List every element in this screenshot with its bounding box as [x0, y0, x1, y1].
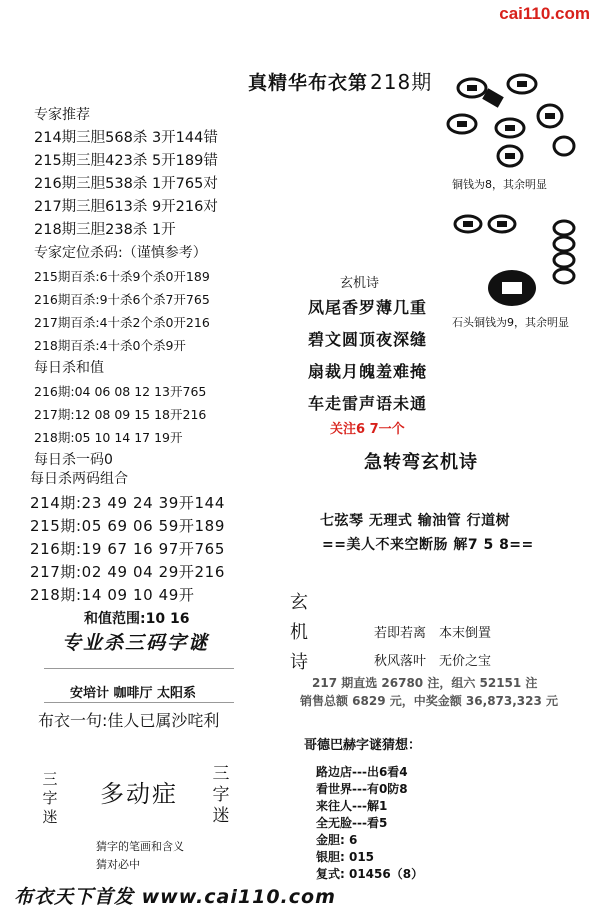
riddle-poem-line-b: ==美人不来空断肠 解7 5 8== [322, 537, 534, 553]
poem [308, 292, 427, 420]
goldbach-list [316, 764, 423, 883]
title-prefix: 真精华布衣第 [248, 72, 369, 94]
expert-row: 216期三胆538杀 1开765对 [34, 176, 218, 192]
expert-row: 214期三胆568杀 3开144错 [34, 130, 218, 146]
position-kill-row: 218期百杀:4十杀0个杀9开 [34, 338, 186, 353]
riddle-poem-line-a: 七弦琴 无理式 输油管 行道树 [320, 513, 511, 529]
coin-clover-icon [440, 70, 590, 176]
page-title [248, 66, 432, 95]
expert-recommend-heading: 专家推荐 [34, 107, 90, 123]
site-logo: cai110.com [499, 4, 590, 23]
goldbach-row: 银胆: 015 [316, 850, 375, 864]
coin-caption-2: 石头铜钱为9，其余明显 [452, 316, 569, 329]
riddle-word: 多动症 [100, 780, 178, 808]
two-code-row: 218期:14 09 10 49开 [30, 586, 195, 604]
poem-label: 玄机诗 [340, 276, 380, 291]
footer-banner: 布衣天下首发 www.cai110.com [14, 886, 336, 908]
goldbach-row: 路边店---出6看4 [316, 765, 408, 779]
position-kill-row: 217期百杀:4十杀2个杀0开216 [34, 315, 210, 330]
goldbach-row: 复式: 01456（8） [316, 867, 424, 881]
daily-sum-row: 217期:12 08 09 15 18开216 [34, 407, 207, 422]
goldbach-row: 全无脸---看5 [316, 816, 388, 830]
two-code-row: 217期:02 49 04 29开216 [30, 563, 225, 581]
three-char-riddle-left: 三字迷 [42, 770, 58, 826]
daily-kill-one: 每日杀一码0 [34, 452, 113, 468]
divider [44, 702, 234, 703]
xuanji-phrase: 若即若离 本末倒置 [374, 626, 492, 641]
riddle-poem-title: 急转弯玄机诗 [364, 452, 478, 473]
position-kill-row: 216期百杀:9十杀6个杀7开765 [34, 292, 210, 307]
coin-caption-1: 铜钱为8，其余明显 [452, 178, 547, 191]
two-code-heading: 每日杀两码组合 [30, 471, 128, 487]
buyi-line: 布衣一句:佳人已属沙咤利 [38, 711, 220, 730]
goldbach-row: 来往人---解1 [316, 799, 388, 813]
position-kill-heading: 专家定位杀码:（谨慎参考） [34, 245, 207, 261]
follow-note: 关注6 7一个 [330, 422, 405, 437]
poem-line: 扇裁月魄羞难掩 [308, 362, 428, 381]
lottery-sales: 销售总额 6829 元，中奖金额 36,873,323 元 [300, 694, 559, 708]
title-issue: 218期 [370, 70, 433, 94]
two-code-row: 215期:05 69 06 59开189 [30, 517, 225, 535]
position-kill-row: 215期百杀:6十杀9个杀0开189 [34, 269, 210, 284]
daily-sum-row: 216期:04 06 08 12 13开765 [34, 384, 207, 399]
two-code-row: 216期:19 67 16 97开765 [30, 540, 225, 558]
expert-row: 218期三胆238杀 1开 [34, 222, 176, 238]
expert-row: 215期三胆423杀 5开189错 [34, 153, 218, 169]
left-column [34, 104, 218, 472]
three-char-riddle-right: 三字迷 [212, 764, 230, 826]
divider [44, 668, 234, 669]
coin-stone-icon [446, 206, 586, 312]
two-code-list [30, 492, 225, 607]
expert-row: 217期三胆613杀 9开216对 [34, 199, 218, 215]
riddle-hint: 猜字的笔画和含义 [96, 840, 184, 853]
xuanji-phrase-2: 秋风落叶 无价之宝 [374, 654, 492, 669]
poem-line: 车走雷声语未通 [308, 394, 428, 413]
goldbach-row: 看世界---有0防8 [316, 782, 408, 796]
ad-line: 安培计 咖啡厅 太阳系 [70, 686, 197, 701]
lottery-stats: 217 期直选 26780 注，组六 52151 注 [312, 676, 538, 690]
xuanji-vertical: 玄机诗 [290, 592, 308, 673]
riddle-hint-2: 猜对必中 [96, 858, 140, 871]
goldbach-row: 金胆: 6 [316, 833, 358, 847]
two-code-row: 214期:23 49 24 39开144 [30, 494, 225, 512]
riddle-title: 专业杀三码字谜 [62, 632, 210, 654]
poem-line: 凤尾香罗薄几重 [308, 298, 428, 317]
poem-line: 碧文圆顶夜深缝 [308, 330, 428, 349]
daily-sum-heading: 每日杀和值 [34, 360, 104, 376]
daily-sum-row: 218期:05 10 14 17 19开 [34, 430, 183, 445]
sum-range: 和值范围:10 16 [84, 611, 190, 627]
goldbach-title: 哥德巴赫字谜猜想： [304, 738, 422, 753]
